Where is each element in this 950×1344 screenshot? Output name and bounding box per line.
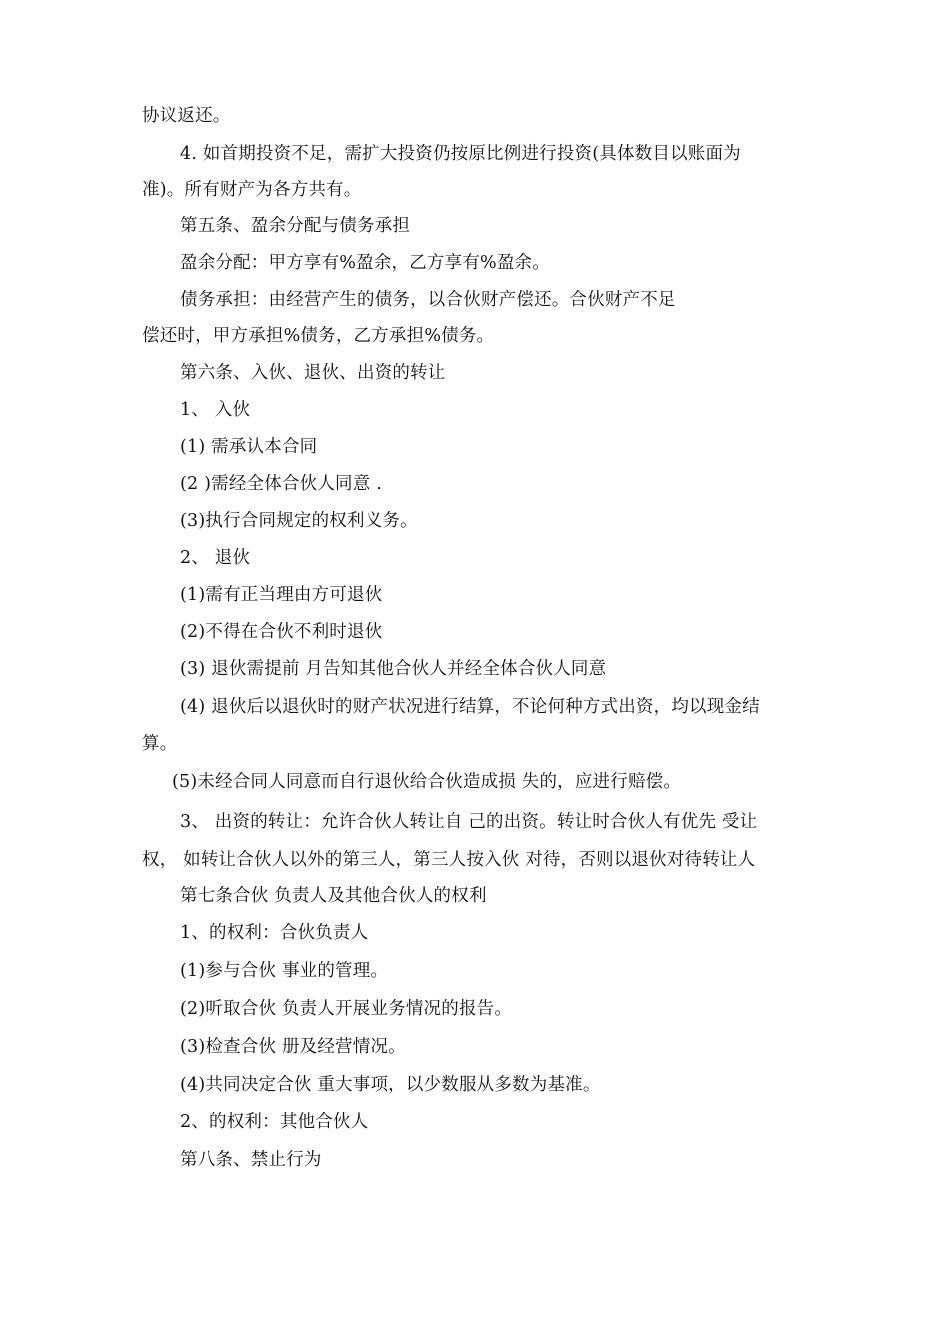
text-line: 算。 [142,734,178,754]
list-item: (2 )需经全体合伙人同意 . [180,474,382,494]
section-heading: 第七条合伙 负责人及其他合伙人的权利 [180,886,487,906]
section-heading: 第五条、盈余分配与债务承担 [180,216,411,236]
list-item: (2)不得在合伙不利时退伙 [180,622,383,642]
list-item: (1)需有正当理由方可退伙 [180,585,383,605]
list-item: (1)参与合伙 事业的管理。 [180,961,389,981]
text-line: 偿还时，甲方承担%债务，乙方承担%债务。 [142,326,495,346]
list-item: 1、的权利：合伙负责人 [180,923,369,943]
list-item: (3) 退伙需提前 月告知其他合伙人并经全体合伙人同意 [180,659,607,679]
list-item: 3、 出资的转让：允许合伙人转让自 己的出资。转让时合伙人有优先 受让 [180,812,758,832]
list-item: (3)执行合同规定的权利义务。 [180,511,418,531]
list-item: (5)未经合同人同意而自行退伙给合伙造成损 失的，应进行赔偿。 [172,772,682,792]
list-item: (4)共同决定合伙 重大事项，以少数服从多数为基准。 [180,1075,601,1095]
list-item: (4) 退伙后以退伙时的财产状况进行结算，不论何种方式出资，均以现金结 [180,697,760,717]
list-item: (2)听取合伙 负责人开展业务情况的报告。 [180,999,513,1019]
text-line: 4. 如首期投资不足，需扩大投资仍按原比例进行投资(具体数目以账面为 [180,144,741,164]
list-item: 2、 退伙 [180,548,251,568]
text-line: 权， 如转让合伙人以外的第三人，第三人按入伙 对待，否则以退伙对待转让人 [142,850,756,870]
list-item: (1) 需承认本合同 [180,437,318,457]
section-heading: 第八条、禁止行为 [180,1150,322,1170]
list-item: 2、的权利：其他合伙人 [180,1112,369,1132]
text-line: 盈余分配：甲方享有%盈余，乙方享有%盈余。 [180,253,550,273]
section-heading: 第六条、入伙、退伙、出资的转让 [180,363,446,383]
list-item: 1、 入伙 [180,400,251,420]
text-line: 协议返还。 [142,106,231,126]
text-line: 债务承担：由经营产生的债务，以合伙财产偿还。合伙财产不足 [180,290,676,310]
text-line: 准)。所有财产为各方共有。 [142,180,362,200]
list-item: (3)检查合伙 册及经营情况。 [180,1037,406,1057]
